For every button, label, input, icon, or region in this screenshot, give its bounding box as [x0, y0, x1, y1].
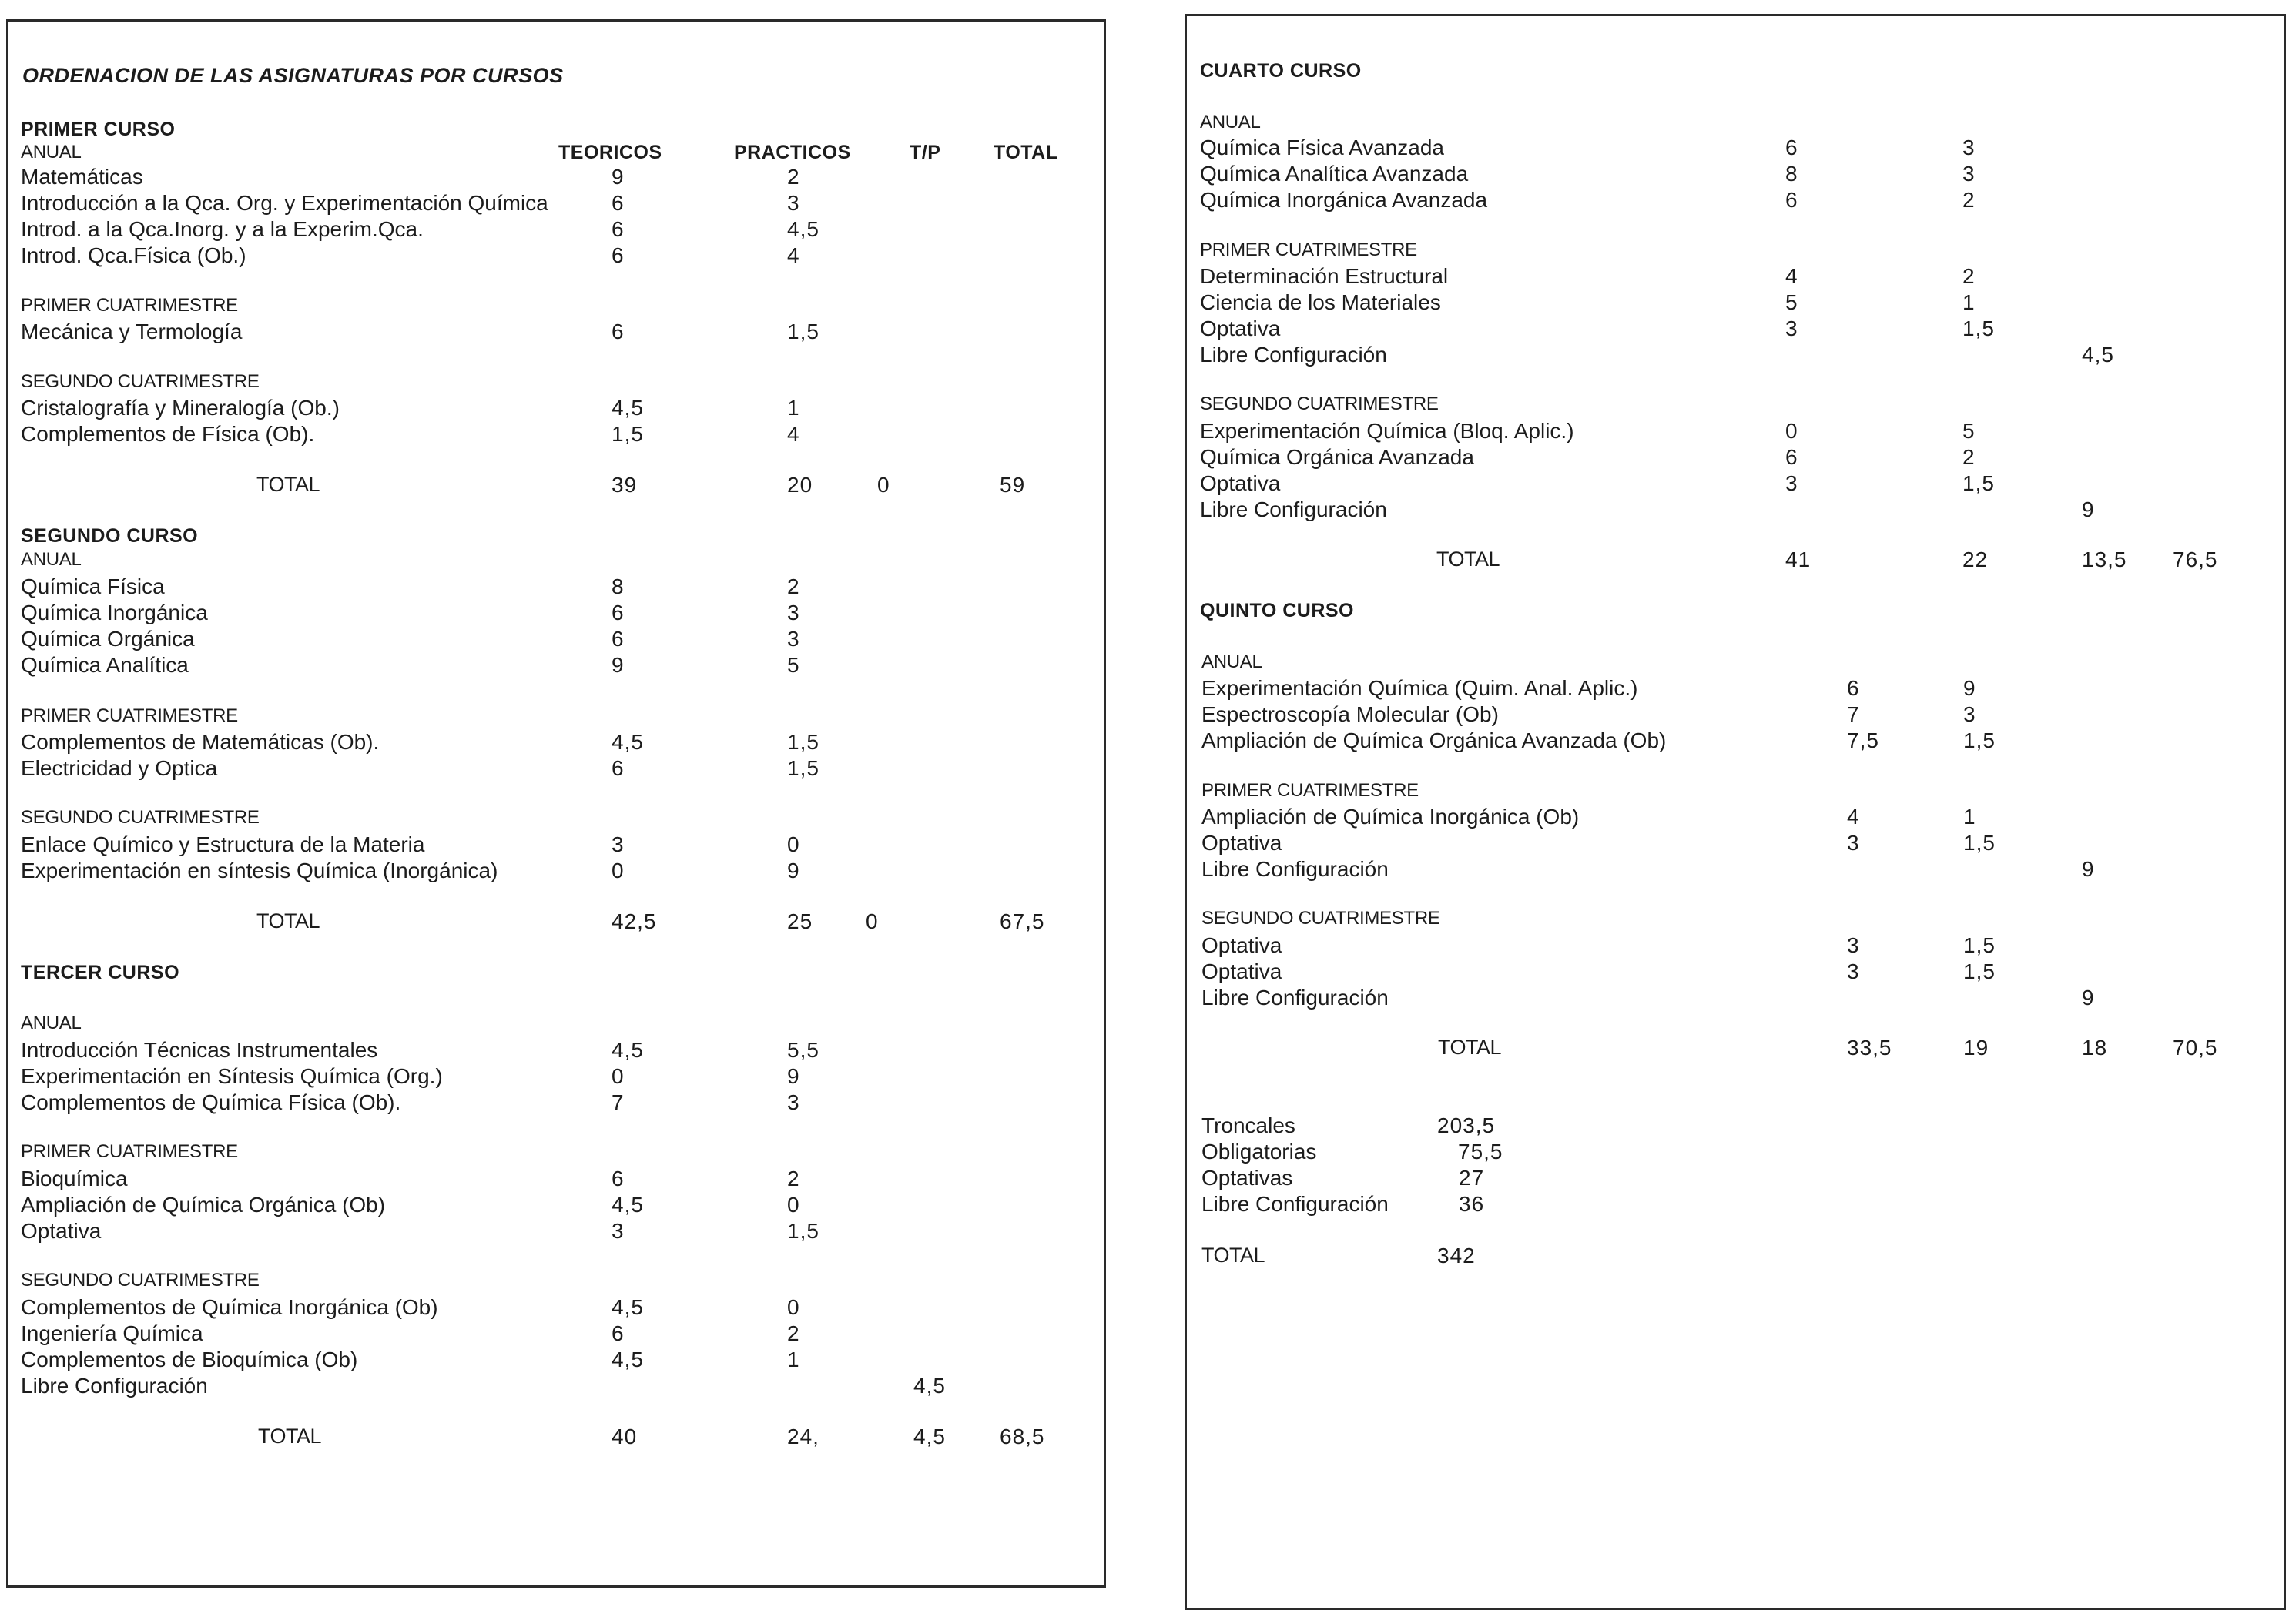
subject-name: Optativa	[1201, 959, 1282, 983]
subject-practicos: 0	[787, 1295, 800, 1319]
segundo-curso-c1-label: PRIMER CUATRIMESTRE	[21, 705, 238, 726]
tercer-curso-heading: TERCER CURSO	[21, 962, 180, 983]
primer-curso-total: 59	[1000, 473, 1026, 497]
quinto-curso-c2-label: SEGUNDO CUATRIMESTRE	[1201, 908, 1440, 929]
subject-teoricos: 6	[612, 627, 625, 651]
primer-curso-anual-label: ANUAL	[21, 142, 82, 162]
subject-name: Complementos de Química Inorgánica (Ob)	[21, 1295, 438, 1319]
subject-teoricos: 4,5	[612, 396, 644, 420]
quinto-curso-anual-label: ANUAL	[1201, 651, 1262, 672]
subject-name: Experimentación Química (Bloq. Aplic.)	[1200, 419, 1574, 443]
subject-name: Química Física	[21, 574, 165, 598]
subject-teoricos: 3	[1785, 316, 1798, 340]
subject-name: Experimentación en Síntesis Química (Org.)	[21, 1064, 443, 1088]
subject-name: Libre Configuración	[1200, 343, 1387, 367]
subject-teoricos: 6	[612, 217, 625, 241]
subject-teoricos: 3	[1785, 471, 1798, 495]
tercer-curso-total-practicos: 24,	[787, 1425, 819, 1448]
subject-name: Ampliación de Química Inorgánica (Ob)	[1201, 805, 1580, 829]
subject-practicos: 2	[787, 1167, 800, 1190]
subject-tp: 9	[2082, 497, 2095, 521]
subject-name: Mecánica y Termología	[21, 320, 243, 343]
subject-practicos: 1,5	[1962, 471, 1995, 495]
subject-teoricos: 7	[1847, 702, 1860, 726]
subject-teoricos: 6	[612, 1167, 625, 1190]
subject-teoricos: 0	[612, 1064, 625, 1088]
subject-practicos: 3	[787, 627, 800, 651]
subject-name: Introducción Técnicas Instrumentales	[21, 1038, 378, 1062]
subject-teoricos: 4	[1785, 264, 1798, 288]
subject-name: Ampliación de Química Orgánica Avanzada (Ob)	[1201, 728, 1667, 752]
subject-tp: 9	[2082, 986, 2095, 1010]
subject-teoricos: 6	[612, 1321, 625, 1345]
subject-teoricos: 3	[612, 832, 625, 856]
cuarto-curso-c1-label: PRIMER CUATRIMESTRE	[1200, 239, 1417, 260]
subject-name: Química Analítica Avanzada	[1200, 162, 1469, 186]
primer-curso-c1-label: PRIMER CUATRIMESTRE	[21, 295, 238, 316]
subject-practicos: 1,5	[1963, 831, 1996, 855]
subject-teoricos: 6	[1785, 136, 1798, 159]
subject-teoricos: 3	[1847, 959, 1860, 983]
subject-teoricos: 6	[612, 191, 625, 215]
subject-teoricos: 8	[1785, 162, 1798, 186]
subject-teoricos: 1,5	[612, 422, 644, 446]
tercer-curso-c2-label: SEGUNDO CUATRIMESTRE	[21, 1270, 260, 1291]
quinto-curso-total-teoricos: 33,5	[1847, 1036, 1892, 1060]
subject-name: Optativa	[1200, 471, 1281, 495]
primer-curso-total-practicos: 20	[787, 473, 813, 497]
tercer-curso-total-label: TOTAL	[258, 1425, 322, 1448]
col-header-tp: T/P	[910, 142, 941, 163]
subject-teoricos: 6	[612, 601, 625, 624]
subject-practicos: 0	[787, 832, 800, 856]
subject-name: Optativa	[1201, 831, 1282, 855]
left-page-panel	[6, 19, 1106, 1588]
segundo-curso-anual-label: ANUAL	[21, 549, 82, 570]
primer-curso-total-label: TOTAL	[256, 473, 320, 496]
subject-practicos: 4	[787, 243, 800, 267]
subject-name: Química Inorgánica	[21, 601, 208, 624]
subject-name: Experimentación en síntesis Química (Inorgánica)	[21, 859, 498, 882]
primer-curso-total-teoricos: 39	[612, 473, 638, 497]
quinto-curso-total-tp: 18	[2082, 1036, 2108, 1060]
cuarto-curso-total-tp: 13,5	[2082, 547, 2127, 571]
subject-name: Química Orgánica Avanzada	[1200, 445, 1474, 469]
col-header-teoricos: TEORICOS	[558, 142, 662, 163]
subject-teoricos: 6	[1785, 188, 1798, 212]
summary-item-value: 36	[1459, 1192, 1485, 1216]
subject-practicos: 2	[1962, 188, 1976, 212]
subject-practicos: 5	[787, 653, 800, 677]
cuarto-curso-total-label: TOTAL	[1436, 547, 1500, 571]
subject-teoricos: 6	[1785, 445, 1798, 469]
subject-practicos: 2	[787, 1321, 800, 1345]
primer-curso-heading: PRIMER CURSO	[21, 119, 176, 140]
subject-name: Optativa	[1201, 933, 1282, 957]
subject-practicos: 1,5	[1963, 933, 1996, 957]
subject-practicos: 1,5	[1963, 728, 1996, 752]
quinto-curso-c1-label: PRIMER CUATRIMESTRE	[1201, 780, 1419, 801]
subject-practicos: 1	[787, 1348, 800, 1371]
subject-practicos: 9	[1963, 676, 1976, 700]
col-header-total: TOTAL	[994, 142, 1058, 163]
subject-teoricos: 0	[1785, 419, 1798, 443]
summary-item-name: Troncales	[1201, 1113, 1295, 1137]
segundo-curso-total-label: TOTAL	[256, 909, 320, 933]
summary-item-name: Obligatorias	[1201, 1140, 1317, 1164]
subject-practicos: 5,5	[787, 1038, 819, 1062]
cuarto-curso-anual-label: ANUAL	[1200, 112, 1261, 132]
subject-practicos: 9	[787, 859, 800, 882]
tercer-curso-anual-label: ANUAL	[21, 1013, 82, 1033]
primer-curso-total-tp: 0	[877, 473, 890, 497]
subject-teoricos: 6	[612, 243, 625, 267]
subject-practicos: 4	[787, 422, 800, 446]
subject-teoricos: 9	[612, 165, 625, 189]
subject-name: Química Física Avanzada	[1200, 136, 1444, 159]
subject-name: Libre Configuración	[1201, 857, 1389, 881]
subject-name: Ingeniería Química	[21, 1321, 203, 1345]
segundo-curso-total: 67,5	[1000, 909, 1045, 933]
tercer-curso-total-tp: 4,5	[913, 1425, 946, 1448]
quinto-curso-total: 70,5	[2173, 1036, 2218, 1060]
subject-practicos: 1,5	[787, 1219, 819, 1243]
quinto-curso-heading: QUINTO CURSO	[1200, 600, 1354, 621]
subject-practicos: 2	[787, 574, 800, 598]
segundo-curso-total-practicos: 25	[787, 909, 813, 933]
subject-practicos: 3	[1963, 702, 1976, 726]
subject-name: Introd. a la Qca.Inorg. y a la Experim.Qca.	[21, 217, 424, 241]
subject-teoricos: 5	[1785, 290, 1798, 314]
subject-teoricos: 4,5	[612, 1295, 644, 1319]
subject-tp: 4,5	[913, 1374, 946, 1398]
subject-practicos: 3	[1962, 136, 1976, 159]
tercer-curso-c1-label: PRIMER CUATRIMESTRE	[21, 1141, 238, 1162]
subject-practicos: 1,5	[787, 756, 819, 780]
cuarto-curso-total-practicos: 22	[1962, 547, 1989, 571]
subject-name: Experimentación Química (Quim. Anal. Aplic.)	[1201, 676, 1638, 700]
subject-practicos: 1,5	[1963, 959, 1996, 983]
subject-tp: 4,5	[2082, 343, 2114, 367]
subject-teoricos: 4	[1847, 805, 1860, 829]
summary-item-name: Optativas	[1201, 1166, 1293, 1190]
subject-teoricos: 4,5	[612, 1038, 644, 1062]
summary-item-value: 203,5	[1437, 1113, 1496, 1137]
subject-name: Introd. Qca.Física (Ob.)	[21, 243, 246, 267]
col-header-practicos: PRACTICOS	[734, 142, 851, 163]
subject-teoricos: 4,5	[612, 1348, 644, 1371]
subject-name: Complementos de Química Física (Ob).	[21, 1090, 401, 1114]
subject-practicos: 3	[787, 1090, 800, 1114]
subject-name: Determinación Estructural	[1200, 264, 1449, 288]
subject-teoricos: 0	[612, 859, 625, 882]
subject-teoricos: 4,5	[612, 730, 644, 754]
page-title: ORDENACION DE LAS ASIGNATURAS POR CURSOS	[22, 64, 564, 87]
subject-practicos: 3	[787, 601, 800, 624]
subject-name: Complementos de Bioquímica (Ob)	[21, 1348, 358, 1371]
subject-practicos: 5	[1962, 419, 1976, 443]
summary-item-value: 27	[1459, 1166, 1485, 1190]
subject-name: Cristalografía y Mineralogía (Ob.)	[21, 396, 340, 420]
subject-teoricos: 3	[1847, 831, 1860, 855]
subject-teoricos: 6	[612, 320, 625, 343]
subject-name: Complementos de Matemáticas (Ob).	[21, 730, 380, 754]
subject-name: Libre Configuración	[1201, 986, 1389, 1010]
subject-name: Química Orgánica	[21, 627, 195, 651]
subject-tp: 9	[2082, 857, 2095, 881]
subject-practicos: 3	[1962, 162, 1976, 186]
subject-teoricos: 6	[1847, 676, 1860, 700]
subject-practicos: 2	[787, 165, 800, 189]
subject-practicos: 1,5	[1962, 316, 1995, 340]
segundo-curso-heading: SEGUNDO CURSO	[21, 525, 199, 547]
subject-name: Optativa	[21, 1219, 102, 1243]
subject-name: Bioquímica	[21, 1167, 128, 1190]
right-page-panel	[1185, 14, 2286, 1610]
segundo-curso-total-teoricos: 42,5	[612, 909, 657, 933]
cuarto-curso-total: 76,5	[2173, 547, 2218, 571]
cuarto-curso-heading: CUARTO CURSO	[1200, 60, 1362, 82]
subject-practicos: 1	[1962, 290, 1976, 314]
cuarto-curso-total-teoricos: 41	[1785, 547, 1811, 571]
summary-item-value: 75,5	[1458, 1140, 1503, 1164]
subject-teoricos: 4,5	[612, 1193, 644, 1217]
subject-name: Espectroscopía Molecular (Ob)	[1201, 702, 1499, 726]
subject-name: Matemáticas	[21, 165, 143, 189]
subject-teoricos: 6	[612, 756, 625, 780]
subject-practicos: 2	[1962, 445, 1976, 469]
subject-teoricos: 9	[612, 653, 625, 677]
subject-practicos: 1,5	[787, 730, 819, 754]
summary-total-label: TOTAL	[1201, 1244, 1265, 1267]
cuarto-curso-c2-label: SEGUNDO CUATRIMESTRE	[1200, 393, 1439, 414]
subject-teoricos: 8	[612, 574, 625, 598]
subject-teoricos: 7,5	[1847, 728, 1879, 752]
quinto-curso-total-label: TOTAL	[1438, 1036, 1502, 1059]
subject-name: Enlace Químico y Estructura de la Materia	[21, 832, 425, 856]
subject-practicos: 9	[787, 1064, 800, 1088]
tercer-curso-total: 68,5	[1000, 1425, 1045, 1448]
segundo-curso-total-tp: 0	[866, 909, 879, 933]
subject-name: Complementos de Física (Ob).	[21, 422, 315, 446]
subject-teoricos: 3	[1847, 933, 1860, 957]
tercer-curso-total-teoricos: 40	[612, 1425, 638, 1448]
subject-name: Ciencia de los Materiales	[1200, 290, 1441, 314]
subject-practicos: 4,5	[787, 217, 819, 241]
subject-practicos: 3	[787, 191, 800, 215]
subject-practicos: 1	[1963, 805, 1976, 829]
subject-practicos: 0	[787, 1193, 800, 1217]
subject-name: Optativa	[1200, 316, 1281, 340]
subject-teoricos: 3	[612, 1219, 625, 1243]
quinto-curso-total-practicos: 19	[1963, 1036, 1989, 1060]
summary-item-name: Libre Configuración	[1201, 1192, 1389, 1216]
subject-practicos: 2	[1962, 264, 1976, 288]
subject-name: Electricidad y Optica	[21, 756, 218, 780]
summary-total-value: 342	[1437, 1244, 1476, 1267]
segundo-curso-c2-label: SEGUNDO CUATRIMESTRE	[21, 807, 260, 828]
primer-curso-c2-label: SEGUNDO CUATRIMESTRE	[21, 371, 260, 392]
subject-name: Introducción a la Qca. Org. y Experimentación Química	[21, 191, 548, 215]
subject-name: Química Inorgánica Avanzada	[1200, 188, 1488, 212]
subject-teoricos: 7	[612, 1090, 625, 1114]
subject-name: Química Analítica	[21, 653, 189, 677]
subject-name: Libre Configuración	[1200, 497, 1387, 521]
subject-practicos: 1,5	[787, 320, 819, 343]
subject-practicos: 1	[787, 396, 800, 420]
subject-name: Libre Configuración	[21, 1374, 208, 1398]
subject-name: Ampliación de Química Orgánica (Ob)	[21, 1193, 386, 1217]
